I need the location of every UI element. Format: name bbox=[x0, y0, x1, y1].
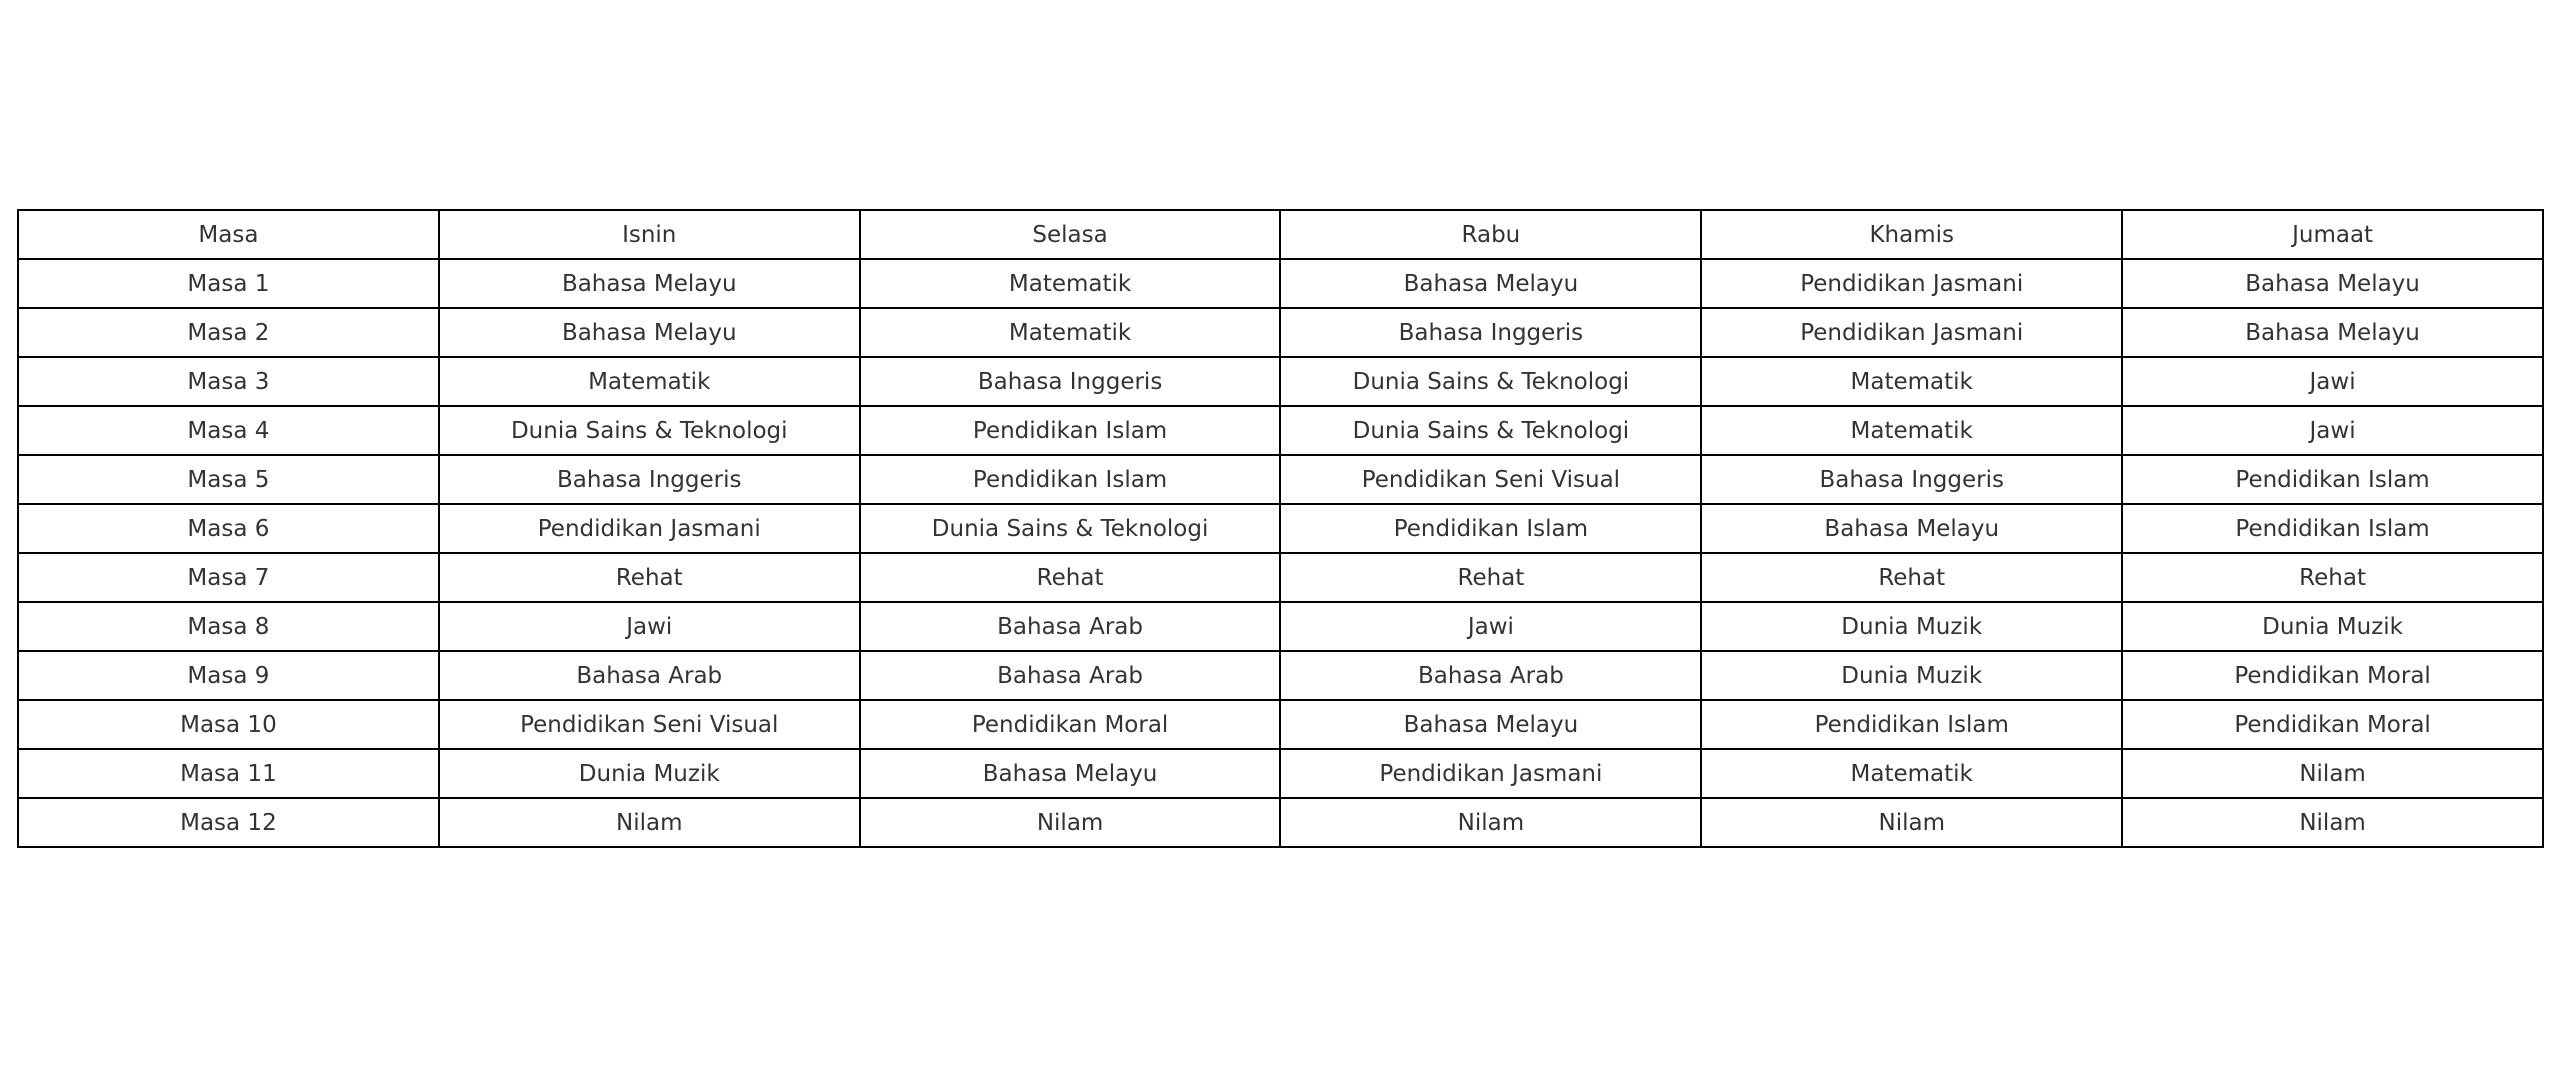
subject-cell: Pendidikan Islam bbox=[2122, 504, 2543, 553]
subject-cell: Nilam bbox=[2122, 798, 2543, 847]
column-header-selasa: Selasa bbox=[860, 210, 1281, 259]
table-row bbox=[18, 651, 2543, 700]
subject-cell: Pendidikan Islam bbox=[860, 455, 1281, 504]
table-row bbox=[18, 602, 2543, 651]
subject-cell: Dunia Muzik bbox=[2122, 602, 2543, 651]
subject-cell: Pendidikan Islam bbox=[860, 406, 1281, 455]
subject-cell: Nilam bbox=[860, 798, 1281, 847]
subject-cell: Matematik bbox=[1701, 749, 2122, 798]
period-label-cell: Masa 1 bbox=[18, 259, 439, 308]
table-row bbox=[18, 406, 2543, 455]
subject-cell: Bahasa Melayu bbox=[1280, 259, 1701, 308]
subject-cell: Dunia Sains & Teknologi bbox=[439, 406, 860, 455]
table-row bbox=[18, 553, 2543, 602]
column-header-rabu: Rabu bbox=[1280, 210, 1701, 259]
subject-cell: Bahasa Arab bbox=[860, 602, 1281, 651]
subject-cell: Bahasa Melayu bbox=[2122, 308, 2543, 357]
subject-cell: Pendidikan Moral bbox=[2122, 651, 2543, 700]
subject-cell: Bahasa Melayu bbox=[439, 259, 860, 308]
subject-cell: Nilam bbox=[2122, 749, 2543, 798]
subject-cell: Matematik bbox=[439, 357, 860, 406]
subject-cell: Bahasa Arab bbox=[439, 651, 860, 700]
subject-cell: Dunia Muzik bbox=[1701, 602, 2122, 651]
table-header bbox=[18, 210, 2543, 259]
period-label-cell: Masa 11 bbox=[18, 749, 439, 798]
subject-cell: Nilam bbox=[439, 798, 860, 847]
subject-cell: Nilam bbox=[1701, 798, 2122, 847]
subject-cell: Nilam bbox=[1280, 798, 1701, 847]
period-label-cell: Masa 10 bbox=[18, 700, 439, 749]
period-label-cell: Masa 9 bbox=[18, 651, 439, 700]
subject-cell: Bahasa Inggeris bbox=[439, 455, 860, 504]
subject-cell: Bahasa Melayu bbox=[439, 308, 860, 357]
subject-cell: Jawi bbox=[1280, 602, 1701, 651]
subject-cell: Bahasa Melayu bbox=[860, 749, 1281, 798]
subject-cell: Jawi bbox=[439, 602, 860, 651]
subject-cell: Pendidikan Moral bbox=[2122, 700, 2543, 749]
timetable bbox=[17, 209, 2544, 848]
subject-cell: Bahasa Inggeris bbox=[1280, 308, 1701, 357]
subject-cell: Rehat bbox=[2122, 553, 2543, 602]
subject-cell: Pendidikan Islam bbox=[2122, 455, 2543, 504]
column-header-masa: Masa bbox=[18, 210, 439, 259]
subject-cell: Bahasa Arab bbox=[860, 651, 1281, 700]
table-row bbox=[18, 749, 2543, 798]
subject-cell: Matematik bbox=[860, 259, 1281, 308]
subject-cell: Jawi bbox=[2122, 357, 2543, 406]
subject-cell: Pendidikan Seni Visual bbox=[1280, 455, 1701, 504]
subject-cell: Bahasa Melayu bbox=[2122, 259, 2543, 308]
period-label-cell: Masa 7 bbox=[18, 553, 439, 602]
subject-cell: Pendidikan Islam bbox=[1280, 504, 1701, 553]
period-label-cell: Masa 5 bbox=[18, 455, 439, 504]
subject-cell: Pendidikan Jasmani bbox=[1701, 308, 2122, 357]
subject-cell: Matematik bbox=[1701, 357, 2122, 406]
subject-cell: Dunia Sains & Teknologi bbox=[1280, 357, 1701, 406]
subject-cell: Jawi bbox=[2122, 406, 2543, 455]
table-row bbox=[18, 504, 2543, 553]
subject-cell: Matematik bbox=[860, 308, 1281, 357]
table-row bbox=[18, 357, 2543, 406]
subject-cell: Rehat bbox=[860, 553, 1281, 602]
table-row bbox=[18, 259, 2543, 308]
subject-cell: Rehat bbox=[439, 553, 860, 602]
subject-cell: Bahasa Melayu bbox=[1280, 700, 1701, 749]
column-header-khamis: Khamis bbox=[1701, 210, 2122, 259]
subject-cell: Pendidikan Moral bbox=[860, 700, 1281, 749]
subject-cell: Dunia Muzik bbox=[439, 749, 860, 798]
subject-cell: Pendidikan Jasmani bbox=[439, 504, 860, 553]
column-header-jumaat: Jumaat bbox=[2122, 210, 2543, 259]
subject-cell: Dunia Muzik bbox=[1701, 651, 2122, 700]
subject-cell: Matematik bbox=[1701, 406, 2122, 455]
subject-cell: Bahasa Inggeris bbox=[860, 357, 1281, 406]
period-label-cell: Masa 4 bbox=[18, 406, 439, 455]
subject-cell: Pendidikan Jasmani bbox=[1701, 259, 2122, 308]
subject-cell: Bahasa Arab bbox=[1280, 651, 1701, 700]
period-label-cell: Masa 6 bbox=[18, 504, 439, 553]
period-label-cell: Masa 3 bbox=[18, 357, 439, 406]
subject-cell: Rehat bbox=[1701, 553, 2122, 602]
table-row bbox=[18, 700, 2543, 749]
subject-cell: Pendidikan Islam bbox=[1701, 700, 2122, 749]
subject-cell: Bahasa Inggeris bbox=[1701, 455, 2122, 504]
period-label-cell: Masa 2 bbox=[18, 308, 439, 357]
table-body bbox=[18, 259, 2543, 847]
column-header-isnin: Isnin bbox=[439, 210, 860, 259]
header-row bbox=[18, 210, 2543, 259]
table-row bbox=[18, 308, 2543, 357]
subject-cell: Bahasa Melayu bbox=[1701, 504, 2122, 553]
period-label-cell: Masa 12 bbox=[18, 798, 439, 847]
table-row bbox=[18, 798, 2543, 847]
subject-cell: Rehat bbox=[1280, 553, 1701, 602]
period-label-cell: Masa 8 bbox=[18, 602, 439, 651]
subject-cell: Dunia Sains & Teknologi bbox=[860, 504, 1281, 553]
table-row bbox=[18, 455, 2543, 504]
subject-cell: Pendidikan Jasmani bbox=[1280, 749, 1701, 798]
subject-cell: Pendidikan Seni Visual bbox=[439, 700, 860, 749]
subject-cell: Dunia Sains & Teknologi bbox=[1280, 406, 1701, 455]
